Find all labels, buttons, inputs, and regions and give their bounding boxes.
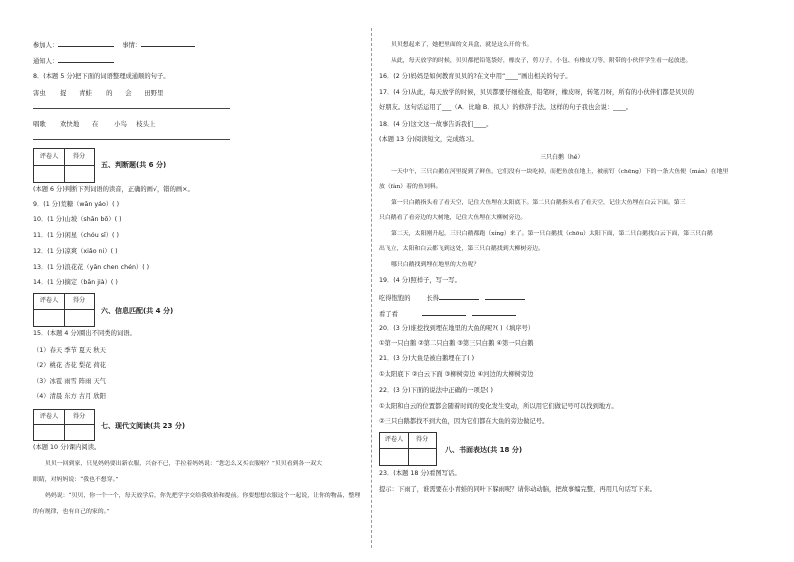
q19-row-2: [379, 309, 516, 319]
q8-word: 枝头上: [136, 120, 156, 128]
section-8-title: 八、书面表达(共 18 分): [445, 446, 523, 454]
q8-word: 在: [92, 120, 99, 128]
grader-label: 评卷人: [384, 436, 404, 443]
section-7-title: 七、现代文阅读(共 23 分): [101, 422, 186, 430]
score-box: [33, 409, 95, 441]
q20-options[interactable]: ①第一只白鹅 ②第二只白鹅 ③第三只白鹅 ④第一只白鹅: [379, 340, 534, 347]
grader-label: 评卷人: [39, 413, 59, 420]
q8-word: 青蛙: [79, 89, 92, 97]
q20-text[interactable]: 20．(3 分)谁挖找到埋在地里的大鱼的呢?( )（填序号）: [379, 325, 535, 332]
q18-text[interactable]: 18．(4 分)这文这一故事告诉我们____。: [379, 121, 493, 128]
q8-word: 捉: [60, 89, 67, 97]
participant-label: 参加人：: [33, 42, 59, 49]
grader-label: 评卷人: [39, 153, 59, 160]
sec7-intro: (本题 10 分)课内阅读。: [33, 444, 101, 451]
section-5-title: 五、判断题(共 6 分): [101, 161, 167, 169]
score-box: [379, 432, 437, 466]
section-6-title: 六、信息匹配(共 4 分): [101, 307, 174, 315]
story-title: 三只白鹅（hé）: [540, 154, 584, 161]
event-blank[interactable]: [141, 40, 195, 47]
judge-item[interactable]: 13．(1 分)浪花花（yān chen chén）( ): [33, 264, 150, 271]
q8-word: 小鸟: [114, 120, 127, 128]
reading-intro: (本题 13 分)阅读短文，完成练习。: [379, 136, 478, 143]
story-line: 第二天，太阳刚升起，三只白鹅都跑（xíng）来了。第一只白鹅找（chōu）太阳下面，第二只白鹅找白云下面，第三只白鹅: [391, 231, 713, 237]
q15-text: 15．(本题 4 分)圈出不同类的词语。: [33, 330, 136, 337]
score-label: 得分: [72, 153, 86, 160]
q19-blank[interactable]: [422, 309, 466, 316]
q19-blank[interactable]: [439, 293, 479, 300]
story-line: 出飞立，太阳和白云都飞到这处，第三只白鹅找到大柳树旁边。: [379, 246, 544, 252]
passage-line: 妈妈说：“贝贝，你一个一个，每天放学后，你先把学字交给我收拾和提前。你要想想衣服这个一起说，让你的物品，整理: [45, 493, 361, 499]
story-line: 哪只白鹅找到埋在地里的大鱼呢？: [391, 262, 480, 268]
q15-item[interactable]: （4）清晨 东方 古月 欣阳: [33, 393, 106, 400]
q8-word: 会: [125, 89, 132, 97]
event-label: 事情：: [122, 42, 142, 49]
q8-answer-line-2[interactable]: [33, 139, 230, 140]
score-label: 得分: [72, 297, 86, 304]
judge-item[interactable]: 11．(1 分)闲星（chóu sī）( ): [33, 232, 119, 239]
q16-text: 16．(2 分)妈妈是如何教育贝贝的?在文中用“____”画出相关的句子。: [379, 73, 572, 80]
score-label: 得分: [72, 413, 86, 420]
score-box: [33, 148, 95, 183]
q17-text-2[interactable]: 好朋友。这句话运用了___（A．比喻 B．拟人）的修辞手法。这样的句子我也会说：____。: [379, 104, 633, 111]
score-box: [33, 293, 95, 327]
q19-prompt: 长得: [426, 295, 440, 302]
q19-example: 看了看: [379, 311, 398, 318]
judge-item[interactable]: 10．(1 分)山坡（shān bō）( ): [33, 216, 122, 223]
q21-text[interactable]: 21．(3 分)大鱼是被白鹅埋在了( ): [379, 355, 475, 362]
q19-row-1: [379, 293, 525, 303]
q19-example: 吃得饱饱的: [379, 295, 411, 302]
q19-text: 19．(4 分)照样子，写一写。: [379, 277, 461, 284]
q8-text: 8．(本题 5 分)把下面的词语整理成通顺的句子。: [33, 73, 170, 80]
judge-item[interactable]: 12．(1 分)凉爽（xiǎo ni）( ): [33, 248, 118, 255]
q8-answer-line-1[interactable]: [33, 108, 230, 109]
q19-blank[interactable]: [472, 309, 516, 316]
judge-item[interactable]: 9．(1 分)荒糖（wān yáo）( ): [33, 201, 120, 208]
q8-words-row-2: [33, 120, 155, 128]
notified-line: [33, 56, 114, 66]
notified-blank[interactable]: [58, 56, 114, 63]
story-line: 一天中午，三只白鹅在河里捉到了鲜鱼，它们没有一块吃掉，而把鱼放在地上，被前钉（chēng）下的一条大鱼便（mán）在地里: [391, 169, 729, 175]
q22-option[interactable]: ①太阳和白云的位置都会随着时间的变化发生变动，所以用它们做记号可以找到地方。: [379, 403, 618, 410]
q23-text: 23．(本题 18 分)看图写话。: [379, 470, 461, 477]
q15-item[interactable]: （1）春天 季节 夏天 秋天: [33, 347, 106, 354]
q15-item[interactable]: （2）桃花 杏花 梨花 荷花: [33, 362, 106, 369]
q22-option[interactable]: ②三只白鹅都找不到大鱼，因为它们都在大鱼的旁边做记号。: [379, 418, 549, 425]
column-divider: [371, 28, 372, 548]
q21-options[interactable]: ①太阳底下 ②白云下面 ③柳树旁边 ④河边的大柳树旁边: [379, 371, 534, 378]
q8-word: 田野里: [144, 89, 164, 97]
passage-line: 眼睛，对妈妈说：“我也不想穿。”: [33, 477, 119, 483]
q8-words-row-1: [33, 89, 163, 97]
q22-text[interactable]: 22．(3 分)下面的说法中正确的一项是( ): [379, 387, 494, 394]
grader-label: 评卷人: [39, 297, 59, 304]
passage-line: 贝贝一回到家，只见妈妈要出新衣服，兴奋不已，手拉着妈妈说：“您怎么又买衣服啦？”贝贝看到各一双大: [45, 461, 322, 467]
story-line: 放（fàn）着的鱼饲料。: [379, 184, 442, 190]
story-line: 第一只白鹅指头看了看天空，记住大鱼埋在太阳底下。第二只白鹅指头看了看天空，记住大鱼埋在白云下面。第三: [391, 200, 686, 206]
story-line: 只白鹅看了看旁边的大树地，记住大鱼埋在大柳树旁边。: [379, 215, 527, 221]
q17-text: 17．(4 分)从此，每天放学的时候，贝贝都要仔细检查，铅笔呀，橡皮呀，转笔刀呀，所有的小伙伴们都是贝贝的: [379, 89, 694, 96]
judge-item[interactable]: 14．(1 分)摘定（bān jià）( ): [33, 279, 118, 286]
participant-line: [33, 40, 195, 50]
sec5-intro: (本题 6 分)判断下列词语的读音，正确的画√，错的画×。: [33, 186, 194, 193]
q8-word: 唱歌: [33, 120, 46, 128]
score-label: 得分: [415, 436, 429, 443]
q19-blank[interactable]: [485, 293, 525, 300]
passage-line: 贝贝想起来了，她把里面的文具盒，就是这么开的书。: [391, 42, 533, 48]
q15-item[interactable]: （3）冰雹 雨雪 阵雨 天气: [33, 378, 106, 385]
q8-word: 的: [106, 89, 113, 97]
notified-label: 通知人：: [33, 58, 59, 65]
participant-blank[interactable]: [58, 40, 114, 47]
q23-hint: 提示：下雨了，谁需要在小青蛙的同叶下躲雨呢？请你动动脑，把故事编完整，再用几句话写下来。: [379, 486, 657, 493]
passage-line: 从此，每天放学的时候，贝贝都把铅笔袋好，橡皮子，剪刀子，小包、有橡皮刀等，附带的小伙伴学生看一起放进。: [391, 58, 692, 64]
q8-word: 害虫: [33, 89, 46, 97]
q8-word: 欢快地: [60, 120, 80, 128]
passage-line: 的有规律，也有自己的家的。”: [33, 509, 110, 515]
